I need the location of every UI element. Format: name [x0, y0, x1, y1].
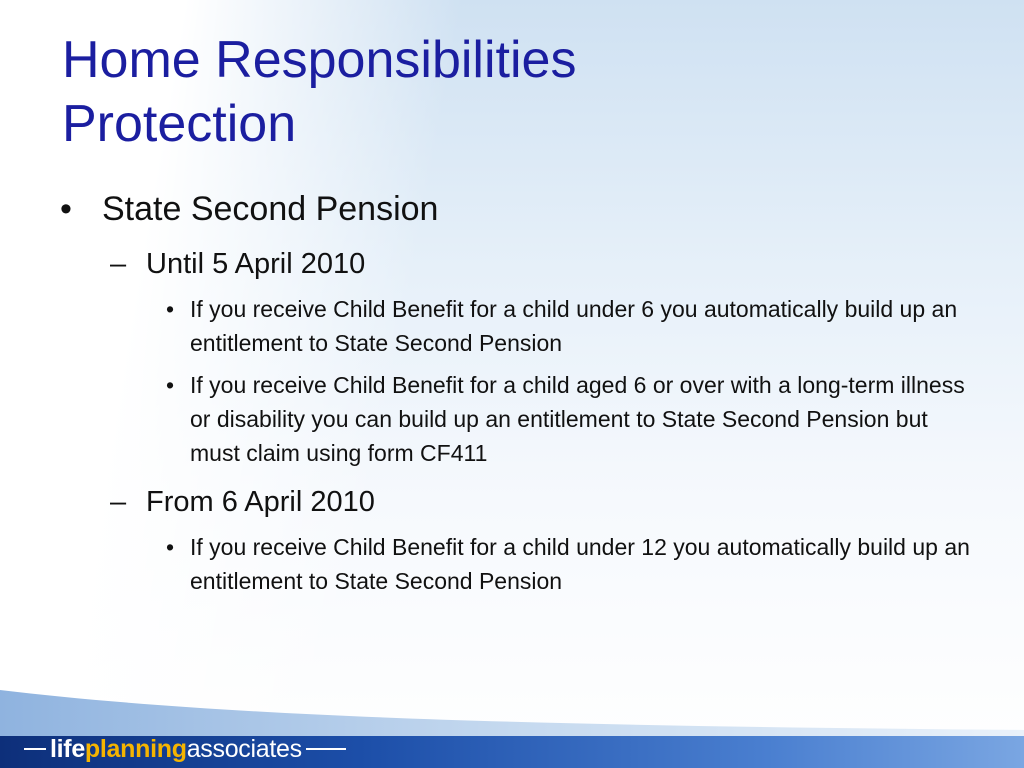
logo-associates: associates	[186, 735, 302, 763]
bullet-main	[60, 186, 980, 232]
logo-life: life	[50, 735, 85, 763]
bullet-marker: •	[166, 296, 175, 322]
section-heading-text: Until 5 April 2010	[146, 248, 366, 280]
slide-title	[62, 28, 962, 156]
logo-dash	[306, 748, 346, 750]
title-line-2: Protection	[62, 95, 297, 153]
sub-bullet-text: If you receive Child Benefit for a child under 6 you automatically build up an entitlement to State Second Pension	[190, 296, 958, 356]
sub-bullet	[60, 530, 980, 598]
company-logo	[24, 732, 346, 766]
bullet-marker: •	[166, 534, 175, 560]
dash-marker: –	[110, 486, 127, 518]
bullet-text: State Second Pension	[102, 190, 439, 228]
bullet-marker: •	[60, 190, 72, 228]
sub-bullet	[60, 292, 980, 360]
section-heading	[60, 482, 980, 522]
bullet-marker: •	[166, 372, 175, 398]
section-heading	[60, 244, 980, 284]
sub-bullet-text: If you receive Child Benefit for a child under 12 you automatically build up an entitlement to State Second Pension	[190, 534, 970, 594]
slide-content	[60, 186, 980, 598]
title-line-1: Home Responsibilities	[62, 31, 577, 89]
footer	[0, 690, 1024, 768]
dash-marker: –	[110, 248, 127, 280]
sub-bullet	[60, 368, 980, 470]
logo-planning: planning	[84, 735, 187, 763]
sub-bullet-text: If you receive Child Benefit for a child aged 6 or over with a long-term illness or disability you can build up an entitlement to State Second Pension but must claim using form CF411	[190, 372, 965, 466]
section-heading-text: From 6 April 2010	[146, 486, 375, 518]
logo-dash	[24, 748, 46, 750]
